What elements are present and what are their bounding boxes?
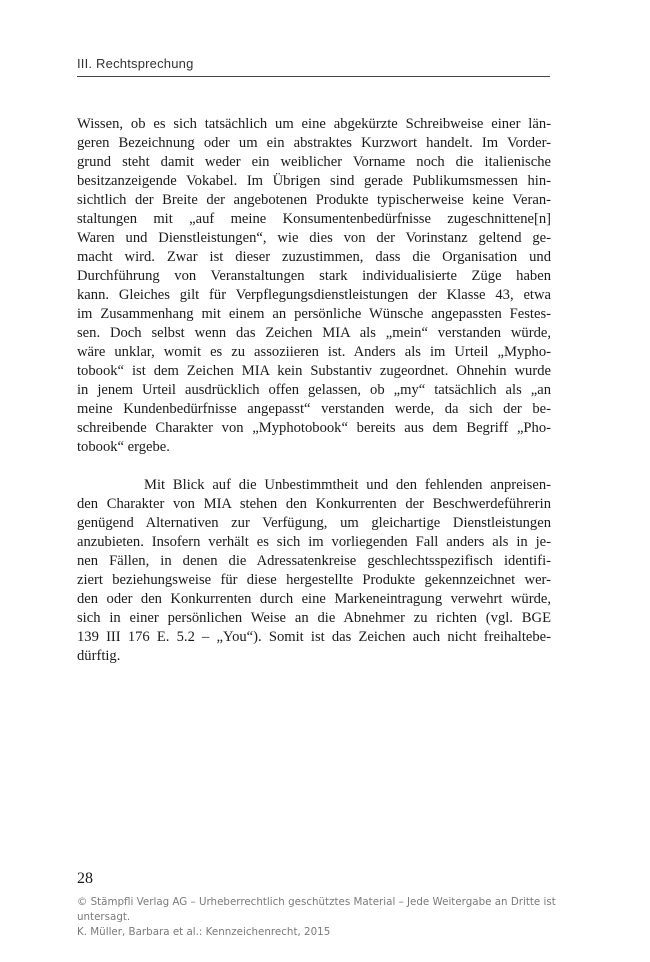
header-rule [77,76,550,77]
text-line: Waren und Dienstleistungen“, wie dies von der Vorinstanz geltend ge- [77,230,551,246]
body-text [77,115,551,666]
text-line: nen Fällen, in denen die Adressatenkreise geschlechtsspezifisch identifi- [77,553,551,569]
text-line: kann. Gleiches gilt für Verpflegungsdienstleistungen der Klasse 43, etwa [77,287,551,303]
text-line: Durchführung von Veranstaltungen stark individualisierte Züge haben [77,268,551,284]
copyright-notice [77,895,567,940]
text-line: grund steht damit weder ein weiblicher Vorname noch die italienische [77,154,551,170]
text-line: besitzanzeigende Vokabel. Im Übrigen sind gerade Publikumsmessen hin- [77,173,551,189]
citation-line: K. Müller, Barbara et al.: Kennzeichenrecht, 2015 [77,926,331,938]
text-line: sich in einer persönlichen Weise an die Abnehmer zu richten (vgl. BGE [77,610,551,626]
text-line: im Zusammenhang mit einem an persönliche Wünsche angepassten Festes- [77,306,551,322]
text-line: sen. Doch selbst wenn das Zeichen MIA als „mein“ verstanden würde, [77,325,551,341]
text-line: tobook“ ist dem Zeichen MIA kein Substantiv zugeordnet. Ohnehin wurde [77,363,551,379]
running-header: III. Rechtsprechung [77,56,194,71]
text-line: ziert beziehungsweise für diese hergestellte Produkte gekennzeichnet wer- [77,572,551,588]
copyright-line: © Stämpfli Verlag AG – Urheberrechtlich geschütztes Material – Jede Weitergabe an Dritte ist [77,896,556,908]
text-line: in jenem Urteil ausdrücklich offen gelassen, ob „my“ tatsächlich als „an [77,382,551,398]
paragraph-1 [77,115,551,457]
text-line: den Charakter von MIA stehen den Konkurrenten der Beschwerdeführerin [77,496,551,512]
text-line: genügend Alternativen zur Verfügung, um gleichartige Dienstleistungen [77,515,551,531]
paragraph-2 [77,476,551,666]
text-line: macht wird. Zwar ist dieser zuzustimmen, dass die Organisation und [77,249,551,265]
text-line: 139 III 176 E. 5.2 – „You“). Somit ist das Zeichen auch nicht freihaltebe- [77,629,551,645]
page-number: 28 [77,870,93,887]
text-line: dürftig. [77,648,121,664]
text-line: anzubieten. Insofern verhält es sich im vorliegenden Fall anders als in je- [77,534,551,550]
text-line: geren Bezeichnung oder um ein abstraktes Kurzwort handelt. Im Vorder- [77,135,551,151]
copyright-line: untersagt. [77,911,131,923]
text-line: Mit Blick auf die Unbestimmtheit und den fehlenden anpreisen- [144,477,551,493]
text-line: den oder den Konkurrenten durch eine Markeneintragung verwehrt würde, [77,591,551,607]
text-line: wäre unklar, womit es zu assoziieren ist. Anders als im Urteil „Mypho- [77,344,551,360]
text-line: Wissen, ob es sich tatsächlich um eine abgekürzte Schreibweise einer län- [77,116,551,132]
text-line: staltungen mit „auf meine Konsumentenbedürfnisse zugeschnittene[n] [77,211,551,227]
text-line: meine Kundenbedürfnisse angepasst“ verstanden werde, da sich der be- [77,401,551,417]
text-line: schreibende Charakter von „Myphotobook“ bereits aus dem Begriff „Pho- [77,420,551,436]
text-line: sichtlich der Breite der angebotenen Produkte typischerweise keine Veran- [77,192,551,208]
text-line: tobook“ ergebe. [77,439,170,455]
